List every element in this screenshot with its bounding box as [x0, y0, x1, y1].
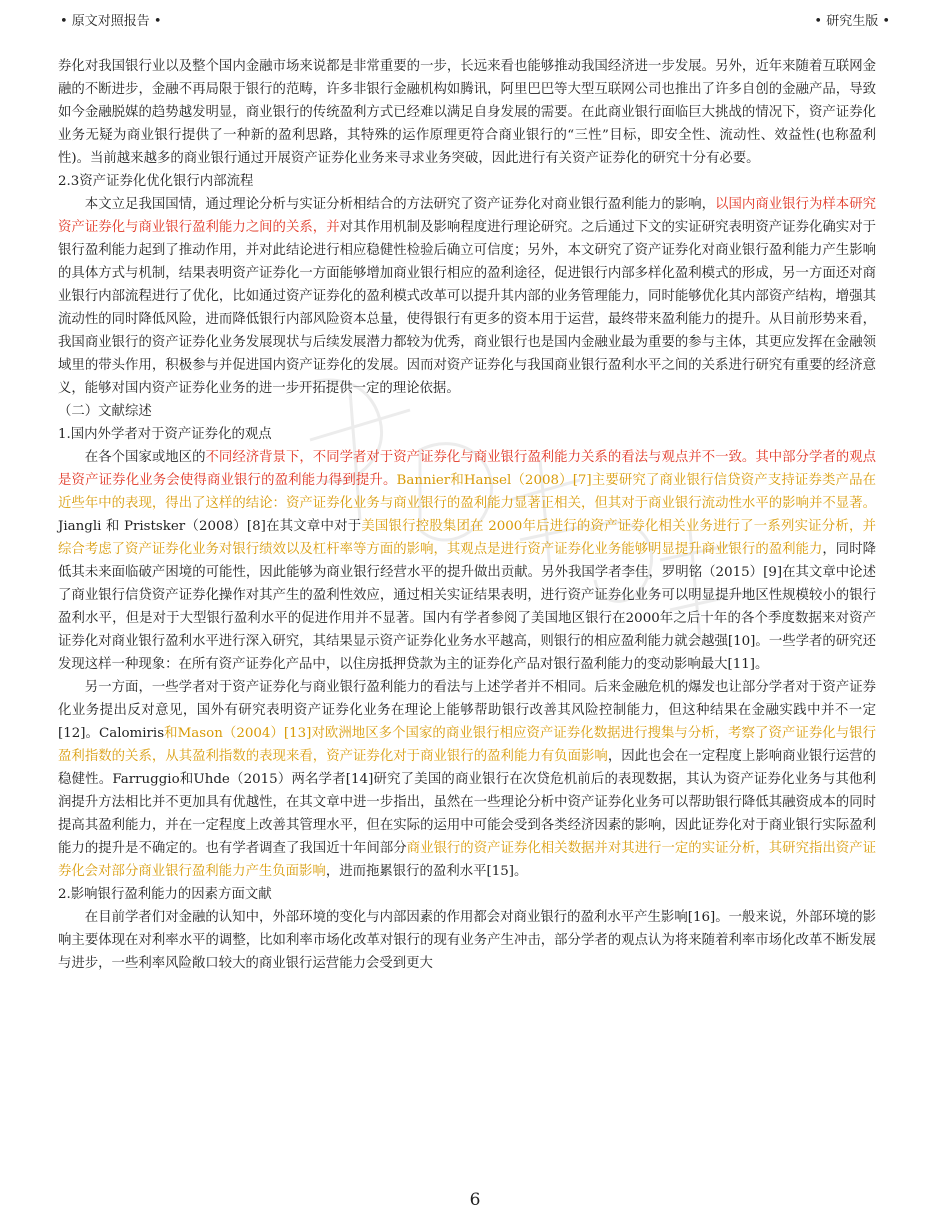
section-heading: [58, 170, 876, 193]
text-segment: 2.3资产证券化优化银行内部流程: [58, 174, 254, 189]
similarity-highlight-orange: 商业银行的资产证券化相关数据并对其进行一定的实证分析，其研究指出资产证券化会对部分商业银行盈利能力产生负面影响: [58, 841, 877, 879]
section-heading: [58, 55, 876, 170]
body-paragraph: [58, 193, 876, 400]
text-segment: 对其作用机制及影响程度进行理论研究。之后通过下文的实证研究表明资产证券化确实对于银行盈利能力起到了推动作用，并对此结论进行相应稳健性检验后确立可信度；另外，本文研究了资产证券化对商业银行盈利能力产生影响的具体方式与机制，结果表明资产证券化一方面能够增加商业银行相应的盈利途径，促进银行内部多样化盈利模式的形成，另一方面还对商业银行内部流程进行了优化，比如通过资产证券化的盈利模式改革可以提升其内部的业务管理能力，同时能够优化其内部资产结构，增强其流动性的同时降低风险，进而降低银行内部风险资本总量，使得银行有更多的资本用于运营，最终带来盈利能力的提升。从目前形势来看，我国商业银行的资产证券化业务发展现状与后续发展潜力都较为优秀，商业银行也是国内金融业最为重要的参与主体，其更应发挥在金融领域里的带头作用，积极参与并促进国内资产证券化的发展。因而对资产证券化与我国商业银行盈利水平之间的关系进行研究有重要的经济意义，能够对国内资产证券化业务的进一步开拓提供一定的理论依据。: [58, 220, 877, 396]
text-segment: Jiangli 和 Pristsker（2008）[8]在其文章中对于: [58, 519, 362, 534]
report-header-left: • 原文对照报告 •: [60, 14, 162, 29]
text-segment: （二）文献综述: [58, 404, 152, 419]
text-segment: 在目前学者们对金融的认知中，外部环境的变化与内部因素的作用都会对商业银行的盈利水平产生影响[16]。一般来说，外部环境的影响主要体现在对利率水平的调整，比如利率市场化改革对银行的现有业务产生冲击，部分学者的观点认为将来随着利率市场化改革不断发展与进步，一些利率风险敞口较大的商业银行运营能力会受到更大: [58, 910, 876, 971]
similarity-highlight-orange: Bannier和Hansel（2008）[7]主要研究了商业银行信贷资产支持证券类产品在近些年中的表现，得出了这样的结论：资产证券化业务与商业银行的盈利能力显著正相关，但其对于商业银行流动性水平的影响并不显著。: [58, 473, 876, 511]
text-segment: 券化对我国银行业以及整个国内金融市场来说都是非常重要的一步，长远来看也能够推动我国经济进一步发展。另外，近年来随着互联网金融的不断进步，金融不再局限于银行的范畴，许多非银行金融机构如腾讯，阿里巴巴等大型互联网公司也推出了许多自创的金融产品，导致如今金融脱媒的趋势越发明显，商业银行的传统盈利方式已经难以满足自身发展的需要。在此商业银行面临巨大挑战的情况下，资产证券化业务无疑为商业银行提供了一种新的盈利思路，其特殊的运作原理更符合商业银行的“三性”目标，即安全性、流动性、效益性(也称盈利性)。当前越来越多的商业银行通过开展资产证券化业务来寻求业务突破，因此进行有关资产证券化的研究十分有必要。: [58, 59, 876, 166]
similarity-highlight-red: 不同经济背景下，不同学者对于资产证券化与商业银行盈利能力关系的看法与观点并不一致。其中部分学者的观点是资产证券化业务会使得商业银行的盈利能力得到提升。: [58, 450, 877, 488]
text-segment: 2.影响银行盈利能力的因素方面文献: [58, 887, 272, 902]
body-paragraph: [58, 446, 876, 676]
text-segment: ，因此也会在一定程度上影响商业银行运营的稳健性。Farruggio和Uhde（2015）两名学者[14]研究了美国的商业银行在次贷危机前后的表现数据，其认为资产证券化业务与其他利润提升方法相比并不更加具有优越性，在其文章中进一步指出，虽然在一些理论分析中资产证券化业务可以帮助银行降低其融资成本的同时提高其盈利能力，并在一定程度上改善其管理水平，但在实际的运用中可能会受到各类经济因素的影响，因此证券化对于商业银行实际盈利能力的提升是不确定的。也有学者调查了我国近十年间部分: [58, 749, 877, 856]
text-segment: ，进而拖累银行的盈利水平[15]。: [325, 864, 528, 879]
report-body: [58, 55, 876, 975]
body-paragraph: [58, 676, 876, 883]
section-heading: [58, 883, 876, 906]
section-heading: [58, 400, 876, 423]
text-segment: 1.国内外学者对于资产证券化的观点: [58, 427, 272, 442]
similarity-highlight-red: 以国内商业银行为样本研究资产证券化与商业银行盈利能力之间的关系，并: [58, 197, 876, 235]
report-header-right: • 研究生版 •: [814, 14, 890, 29]
text-segment: 另一方面，一些学者对于资产证券化与商业银行盈利能力的看法与上述学者并不相同。后来金融危机的爆发也让部分学者对于资产证券化业务提出反对意见，国外有研究表明资产证券化业务在理论上能够帮助银行改善其风险控制能力，但这种结果在金融实践中并不一定[12]。Calomiris: [58, 680, 876, 741]
page-number: 6: [469, 1190, 481, 1210]
similarity-highlight-orange: 和Mason（2004）[13]对欧洲地区多个国家的商业银行相应资产证券化数据进行搜集与分析，考察了资产证券化与银行盈利指数的关系，从其盈利指数的表现来看，资产证券化对于商业银行的盈利能力有负面影响: [58, 726, 876, 764]
text-segment: 本文立足我国国情，通过理论分析与实证分析相结合的方法研究了资产证券化对商业银行盈利能力的影响，: [84, 197, 716, 212]
similarity-highlight-orange: 美国银行控股集团在 2000年后进行的资产证券化相关业务进行了一系列实证分析，并综合考虑了资产证券化业务对银行绩效以及杠杆率等方面的影响，其观点是进行资产证券化业务能够明显提升商业银行的盈利能力: [58, 519, 876, 557]
text-segment: 在各个国家或地区的: [84, 450, 206, 465]
body-paragraph: [58, 906, 876, 975]
section-heading: [58, 423, 876, 446]
text-segment: ，同时降低其未来面临破产困境的可能性，因此能够为商业银行经营水平的提升做出贡献。另外我国学者李佳，罗明铭（2015）[9]在其文章中论述了商业银行信贷资产证券化操作对其产生的盈利性效应，通过相关实证结果表明，进行资产证券化业务可以明显提升地区性规模较小的银行盈利水平，但是对于大型银行盈利水平的促进作用并不显著。国内有学者参阅了美国地区银行在2000年之后十年的各个季度数据来对资产证券化对商业银行盈利水平进行深入研究，其结果显示资产证券化业务水平越高，则银行的相应盈利能力就会越强[10]。一些学者的研究还发现这样一种现象：在所有资产证券化产品中，以住房抵押贷款为主的证券化产品对银行盈利能力的变动影响最大[11]。: [58, 542, 876, 672]
